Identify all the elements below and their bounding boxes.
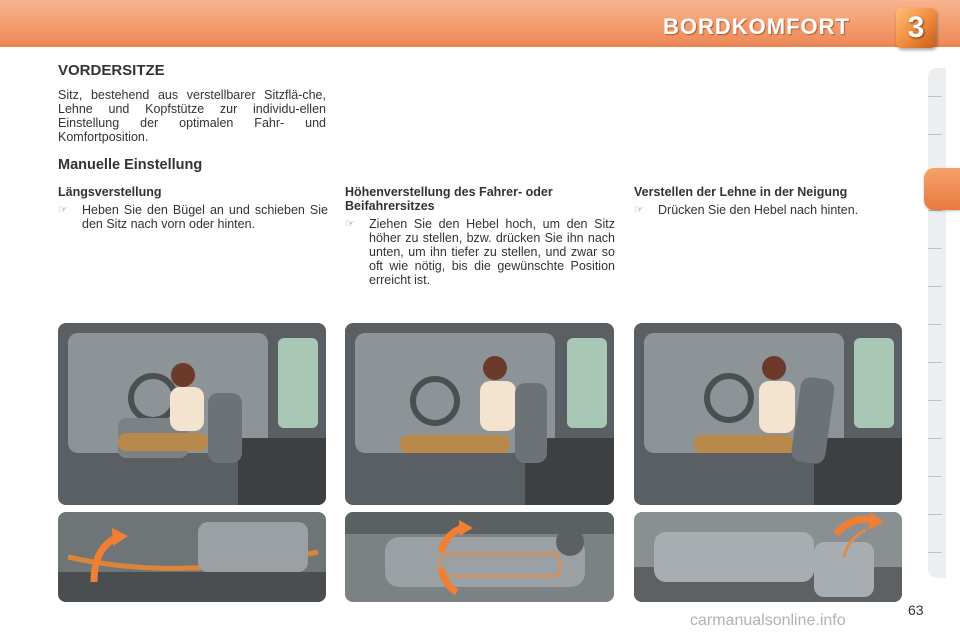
section-intro: Sitz, bestehend aus verstellbarer Sitzflä-che, Lehne und Kopfstütze zur individu-ellen Einstellung der optimalen Fahr- und Komfortposition. (58, 88, 326, 144)
chapter-badge (896, 8, 936, 48)
active-chapter-tab[interactable] (924, 168, 960, 210)
column-height (345, 185, 615, 287)
chapter-tab-strip (928, 68, 946, 578)
column-heading: Höhenverstellung des Fahrer- oder Beifahrersitzes (345, 185, 553, 213)
header-line (0, 44, 960, 47)
tab-tick[interactable] (928, 248, 942, 249)
tab-tick[interactable] (928, 286, 942, 287)
tab-tick[interactable] (928, 324, 942, 325)
subsection-title: Manuelle Einstellung (58, 157, 203, 173)
tab-tick[interactable] (928, 210, 942, 211)
column-heading: Verstellen der Lehne in der Neigung (634, 185, 848, 199)
tab-tick[interactable] (928, 134, 942, 135)
page-header (0, 0, 960, 56)
tab-tick[interactable] (928, 438, 942, 439)
instruction-bullet (634, 203, 904, 217)
column-longitudinal (58, 185, 328, 231)
closeup-longitudinal-bar (58, 512, 326, 602)
pointing-hand-icon: ☞ (634, 204, 644, 216)
watermark: carmanualsonline.info (690, 612, 846, 629)
column-heading: Längsverstellung (58, 185, 162, 199)
instruction-bullet (58, 203, 328, 231)
tab-tick[interactable] (928, 362, 942, 363)
section-title: VORDERSITZE (58, 62, 165, 79)
closeup-recline-lever (634, 512, 902, 602)
pointing-hand-icon: ☞ (345, 218, 355, 230)
tab-tick[interactable] (928, 514, 942, 515)
illustration-recline-seat (634, 323, 902, 505)
instruction-text: Drücken Sie den Hebel nach hinten. (658, 203, 859, 217)
pointing-hand-icon: ☞ (58, 204, 68, 216)
tab-tick[interactable] (928, 96, 942, 97)
instruction-text: Heben Sie den Bügel an und schieben Sie den Sitz nach vorn oder hinten. (82, 203, 328, 231)
chapter-number: 3 (907, 11, 925, 44)
tab-tick[interactable] (928, 400, 942, 401)
instruction-text: Ziehen Sie den Hebel hoch, um den Sitz höher zu stellen, bzw. drücken Sie ihn nach unten, um ihn tiefer zu stellen, und zwar so oft wie nötig, bis die gewünschte Position erreicht ist. (369, 217, 615, 287)
closeup-height-lever (345, 512, 614, 602)
illustration-longitudinal-seat (58, 323, 326, 505)
column-recline (634, 185, 904, 217)
tab-tick[interactable] (928, 552, 942, 553)
illustration-height-seat (345, 323, 614, 505)
tab-tick[interactable] (928, 476, 942, 477)
instruction-bullet (345, 217, 615, 287)
chapter-title: BORDKOMFORT (663, 14, 850, 39)
page-number: 63 (908, 602, 924, 618)
